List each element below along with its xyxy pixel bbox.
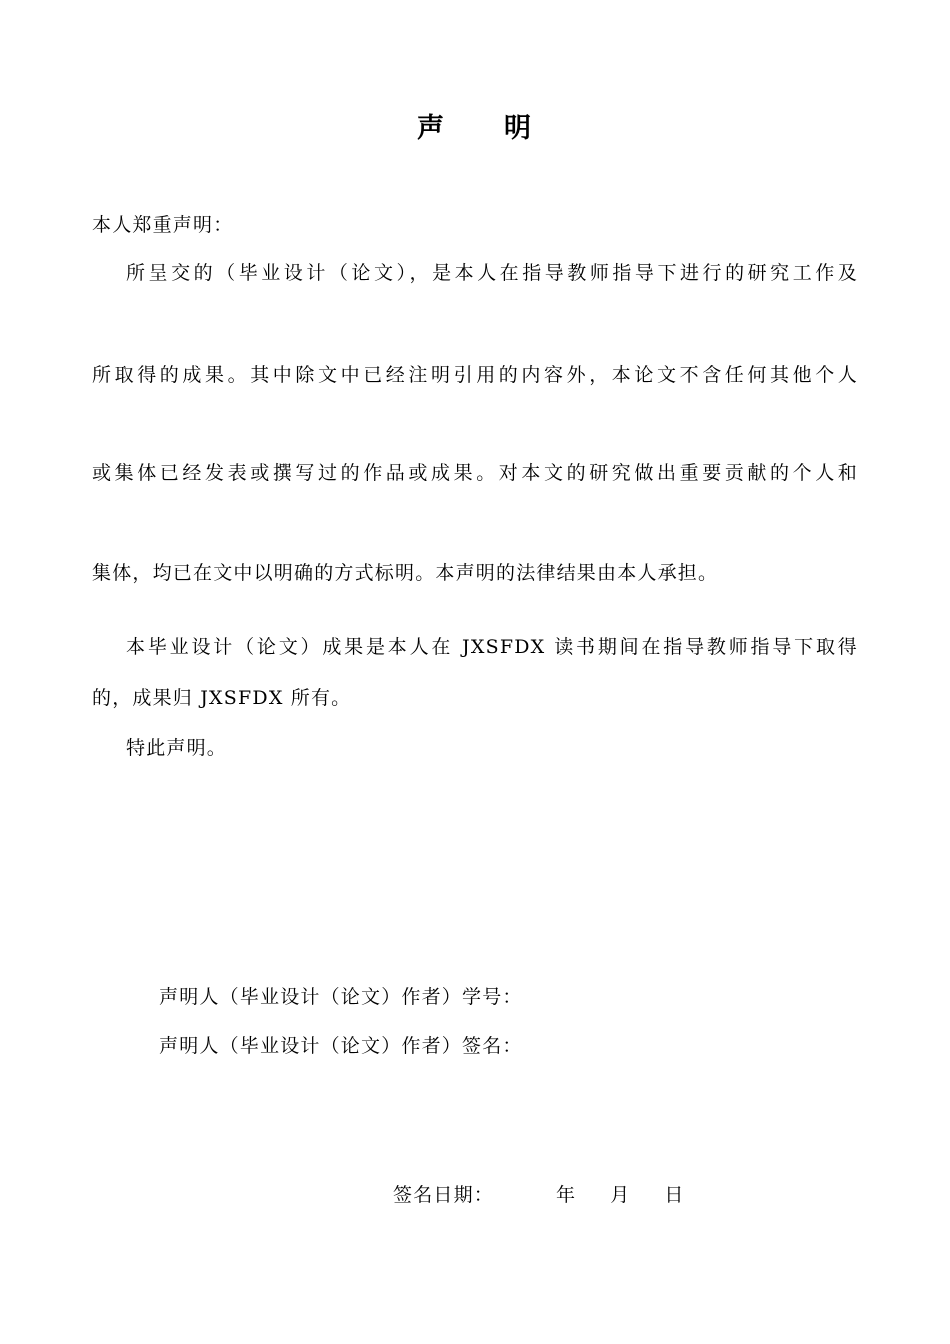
paragraph1-line-3: 或集体已经发表或撰写过的作品或成果。对本文的研究做出重要贡献的个人和 (92, 462, 858, 484)
paragraph2-line-2: 的，成果归 JXSFDX 所有。 (92, 687, 352, 709)
signature-date-row (393, 1182, 685, 1208)
closing-line: 特此声明。 (126, 737, 228, 759)
date-label: 签名日期： (393, 1184, 495, 1206)
intro-line: 本人郑重声明： (92, 214, 234, 236)
signature-label: 声明人（毕业设计（论文）作者）签名： (159, 1035, 523, 1057)
year-label: 年 (556, 1184, 577, 1206)
title-char-1: 声 (417, 113, 446, 144)
day-label: 日 (664, 1184, 685, 1206)
paragraph1-line-2: 所取得的成果。其中除文中已经注明引用的内容外，本论文不含任何其他个人 (92, 364, 858, 386)
title-char-2: 明 (504, 113, 533, 144)
paragraph1-line-4: 集体，均已在文中以明确的方式标明。本声明的法律结果由本人承担。 (92, 562, 719, 584)
paragraph2-line-1: 本毕业设计（论文）成果是本人在 JXSFDX 读书期间在指导教师指导下取得 (126, 636, 858, 658)
page-title (0, 106, 950, 145)
month-label: 月 (610, 1184, 631, 1206)
paragraph1-line-1: 所呈交的（毕业设计（论文），是本人在指导教师指导下进行的研究工作及 (126, 262, 858, 284)
student-id-label: 声明人（毕业设计（论文）作者）学号： (159, 986, 523, 1008)
